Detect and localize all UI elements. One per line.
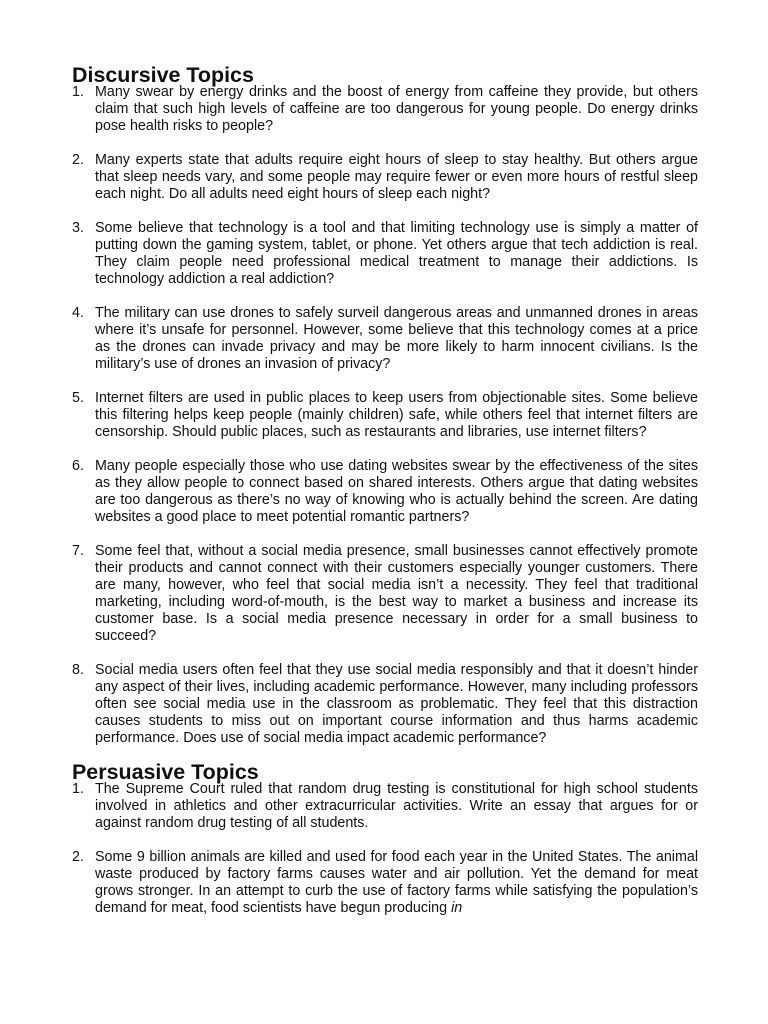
item-text: Social media users often feel that they use social media responsibly and that it doesn’t hinder any aspect of their lives, including academic performance. However, many including professors often see social media use in the classroom as problematic. They feel that this distraction causes students to miss out on important course information and thus harms academic performance. Does use of social media impact academic performance? [95,662,698,746]
item-number: 2. [72,152,84,168]
item-number: 8. [72,662,84,678]
item-text: Many people especially those who use dating websites swear by the effectiveness of the sites as they allow people to connect based on shared interests. Others argue that dating websites are too dangerous as there’s no way of knowing who is actually behind the screen. Are dating websites a good place to meet potential romantic partners? [95,458,698,525]
item-text-italic: in [451,900,463,916]
item-text: Many experts state that adults require eight hours of sleep to stay healthy. But others argue that sleep needs vary, and some people may require fewer or even more hours of restful sleep each night. Do all adults need eight hours of sleep each night? [95,152,698,202]
item-text: Many swear by energy drinks and the boost of energy from caffeine they provide, but others claim that such high levels of caffeine are too dangerous for young people. Do energy drinks pose health risks to people? [95,84,698,134]
item-text: Some feel that, without a social media presence, small businesses cannot effectively promote their products and cannot connect with their customers especially younger customers. There are many, however, who feel that social media isn’t a necessity. They feel that traditional marketing, including word-of-mouth, is the best way to market a business and increase its customer base. Is a social media presence necessary in order for a small business to succeed? [95,543,698,644]
list-item [72,152,698,203]
item-number: 6. [72,458,84,474]
persuasive-topics-list [72,781,698,917]
list-item [72,543,698,645]
item-number: 1. [72,781,84,797]
discursive-topics-list [72,84,698,747]
item-number: 4. [72,305,84,321]
list-item [72,781,698,832]
list-item [72,662,698,747]
item-number: 2. [72,849,84,865]
discursive-topics-heading: Discursive Topics [72,63,254,87]
list-item [72,84,698,135]
item-text: The Supreme Court ruled that random drug testing is constitutional for high school students involved in athletics and other extracurricular activities. Write an essay that argues for or against random drug testing of all students. [95,781,698,831]
persuasive-topics-heading: Persuasive Topics [72,760,259,784]
item-text: The military can use drones to safely surveil dangerous areas and unmanned drones in areas where it’s unsafe for personnel. However, some believe that this technology comes at a price as the drones can invade privacy and may be more likely to harm innocent civilians. Is the military’s use of drones an invasion of privacy? [95,305,698,372]
list-item [72,220,698,288]
item-text-wrap [95,849,698,917]
item-number: 1. [72,84,84,100]
item-text: Some 9 billion animals are killed and used for food each year in the United States. The animal waste produced by factory farms causes water and air pollution. Yet the demand for meat grows stronger. In an attempt to curb the use of factory farms while satisfying the population’s demand for meat, food scientists have begun producing [95,849,698,916]
item-number: 3. [72,220,84,236]
list-item [72,305,698,373]
list-item [72,390,698,441]
item-number: 5. [72,390,84,406]
list-item [72,458,698,526]
item-number: 7. [72,543,84,559]
item-text: Internet filters are used in public places to keep users from objectionable sites. Some believe this filtering helps keep people (mainly children) safe, while others feel that internet filters are censorship. Should public places, such as restaurants and libraries, use internet filters? [95,390,698,440]
list-item [72,849,698,917]
item-text: Some believe that technology is a tool and that limiting technology use is simply a matter of putting down the gaming system, tablet, or phone. Yet others argue that tech addiction is real. They claim people need professional medical treatment to manage their addictions. Is technology addiction a real addiction? [95,220,698,287]
